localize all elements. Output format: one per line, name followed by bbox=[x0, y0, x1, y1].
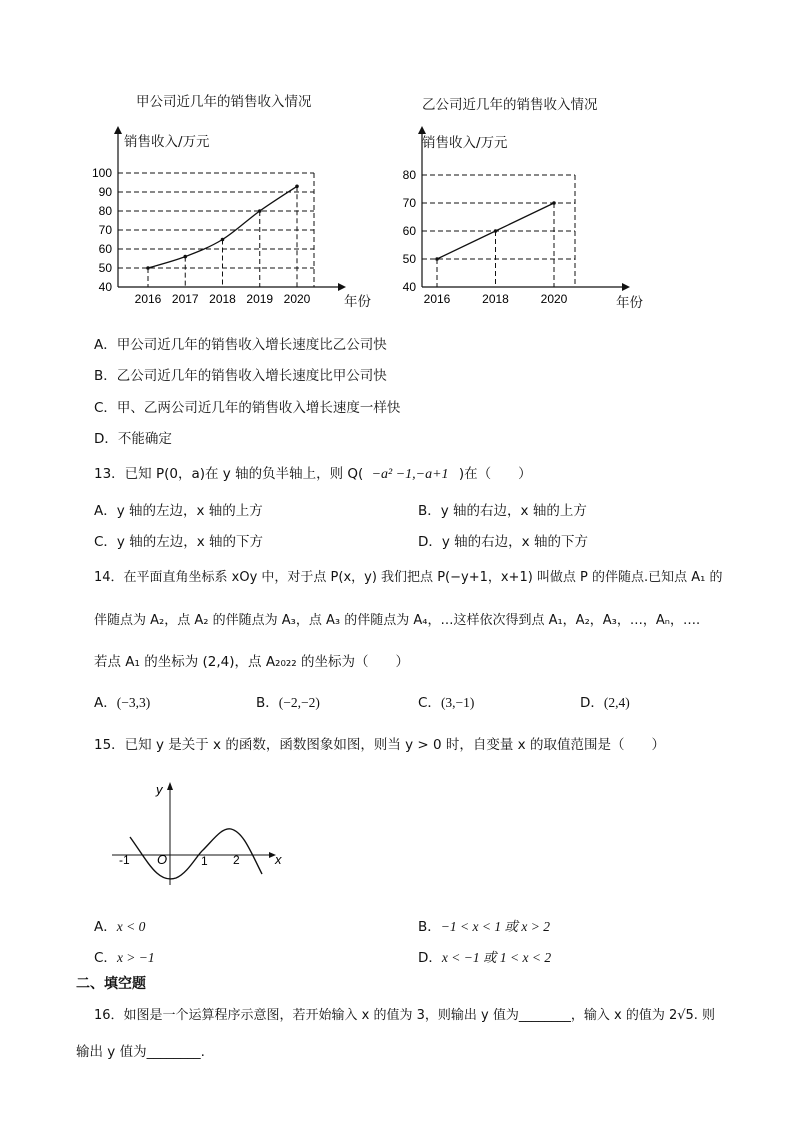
q14-line-2: 伴随点为 A₂，点 A₂ 的伴随点为 A₃，点 A₃ 的伴随点为 A₄，…这样依次得到点 A₁，A₂，A₃，…，Aₙ，…. bbox=[94, 613, 701, 628]
q15-option-c-label: C． bbox=[94, 950, 117, 966]
chart-b-x-arrow bbox=[622, 283, 630, 291]
q14-line-3: 若点 A₁ 的坐标为 (2,4)，点 A₂₀₂₂ 的坐标为（ ） bbox=[94, 654, 409, 670]
q15-function-graph bbox=[100, 780, 300, 890]
chart-b-ytick-label: 70 bbox=[402, 196, 416, 210]
chart-b-ytick-label: 60 bbox=[402, 224, 416, 238]
q15-label-x: x bbox=[275, 852, 282, 867]
chart-b-xtick-label: 2016 bbox=[423, 292, 451, 306]
q16-line-2: 输出 y 值为________. bbox=[76, 1044, 205, 1060]
q15-option-b-value: −1 < x < 1 或 x > 2 bbox=[440, 919, 550, 934]
q15-option-d[interactable] bbox=[418, 946, 551, 966]
q15-stem: 15．已知 y 是关于 x 的函数，函数图象如图，则当 y > 0 时，自变量 x 的取值范围是（ ） bbox=[94, 737, 665, 753]
q15-option-b-label: B． bbox=[418, 919, 441, 935]
chart-a-ytick-label: 50 bbox=[98, 261, 112, 275]
q14-option-c[interactable] bbox=[418, 691, 474, 711]
chart-b-point bbox=[552, 201, 556, 205]
q15-label-neg1: -1 bbox=[119, 853, 130, 867]
q16-line-1: 16．如图是一个运算程序示意图，若开始输入 x 的值为 3，则输出 y 值为________，输入 x 的值为 2√5. 则 bbox=[94, 1008, 716, 1023]
q13-stem-a: 13．已知 P(0，a)在 y 轴的负半轴上，则 Q( bbox=[94, 466, 364, 482]
q14-option-b-value: (−2,−2) bbox=[278, 695, 320, 710]
chart-a-title: 甲公司近几年的销售收入情况 bbox=[136, 94, 312, 110]
q14-option-d-label: D． bbox=[580, 695, 604, 711]
q15-option-c[interactable] bbox=[94, 946, 155, 966]
chart-b-ytick-label: 80 bbox=[402, 168, 416, 182]
q12-option-d[interactable]: D．不能确定 bbox=[94, 431, 172, 447]
q15-option-d-label: D． bbox=[418, 950, 442, 966]
q15-option-b[interactable] bbox=[418, 915, 550, 935]
chart-a-xtick-label: 2018 bbox=[209, 292, 236, 306]
q12-option-c[interactable]: C．甲、乙两公司近几年的销售收入增长速度一样快 bbox=[94, 400, 401, 416]
chart-b-point bbox=[494, 229, 498, 233]
chart-a-point bbox=[295, 185, 299, 189]
chart-a-xtick-label: 2017 bbox=[171, 292, 199, 306]
chart-b-point bbox=[435, 257, 439, 261]
q15-label-2: 2 bbox=[233, 853, 240, 867]
chart-b-title: 乙公司近几年的销售收入情况 bbox=[422, 97, 598, 113]
chart-b-xtick-label: 2020 bbox=[540, 292, 568, 306]
chart-a-x-arrow bbox=[338, 283, 346, 291]
q14-option-c-label: C． bbox=[418, 695, 441, 711]
q15-option-a[interactable] bbox=[94, 915, 145, 935]
chart-a-ytick-label: 100 bbox=[91, 166, 112, 180]
q15-option-a-value: x < 0 bbox=[116, 919, 146, 934]
chart-a-xtick-label: 2016 bbox=[134, 292, 162, 306]
q14-line-1: 14．在平面直角坐标系 xOy 中，对于点 P(x，y) 我们把点 P(−y+1，x+1) 叫做点 P 的伴随点.已知点 A₁ 的 bbox=[94, 570, 723, 585]
q12-option-a[interactable]: A．甲公司近几年的销售收入增长速度比乙公司快 bbox=[94, 337, 387, 353]
q15-label-y: y bbox=[156, 782, 163, 797]
q14-option-c-value: (3,−1) bbox=[440, 695, 475, 710]
q13-option-a[interactable]: A．y 轴的左边，x 轴的上方 bbox=[94, 503, 263, 519]
chart-a-ytick-label: 60 bbox=[98, 242, 112, 256]
chart-a bbox=[88, 88, 371, 323]
q12-option-b[interactable]: B．乙公司近几年的销售收入增长速度比甲公司快 bbox=[94, 368, 387, 384]
chart-b-ylabel: 销售收入/万元 bbox=[422, 135, 508, 151]
chart-a-point bbox=[146, 266, 150, 270]
q14-option-a-label: A． bbox=[94, 695, 117, 711]
chart-a-ytick-label: 70 bbox=[98, 223, 112, 237]
chart-a-xtick-label: 2019 bbox=[246, 292, 274, 306]
chart-b-ytick-label: 40 bbox=[402, 280, 416, 294]
q15-curve bbox=[130, 829, 262, 879]
chart-a-xtick-label: 2020 bbox=[283, 292, 311, 306]
q14-option-b[interactable] bbox=[256, 691, 320, 711]
chart-a-ytick-label: 80 bbox=[98, 204, 112, 218]
q15-option-a-label: A． bbox=[94, 919, 117, 935]
chart-a-point bbox=[258, 209, 262, 213]
q15-option-c-value: x > −1 bbox=[116, 950, 155, 965]
q15-label-1: 1 bbox=[201, 854, 208, 868]
q14-option-a[interactable] bbox=[94, 691, 150, 711]
chart-a-plot bbox=[88, 88, 358, 323]
chart-a-xlabel: 年份 bbox=[344, 294, 371, 310]
chart-b-plot bbox=[392, 88, 652, 323]
chart-b bbox=[392, 88, 652, 323]
section-title: 二、填空题 bbox=[76, 976, 146, 992]
q13-option-d[interactable]: D．y 轴的右边，x 轴的下方 bbox=[418, 534, 588, 550]
chart-b-xtick-label: 2018 bbox=[482, 292, 509, 306]
q14-option-d[interactable] bbox=[580, 691, 630, 711]
chart-b-y-arrow bbox=[418, 126, 426, 134]
chart-a-ylabel: 销售收入/万元 bbox=[124, 134, 210, 150]
q13-stem bbox=[94, 462, 532, 483]
chart-a-point bbox=[221, 238, 225, 242]
q15-label-origin: O bbox=[157, 852, 168, 867]
q13-stem-b: )在（ ） bbox=[458, 466, 532, 482]
chart-a-ytick-label: 90 bbox=[98, 185, 112, 199]
chart-a-y-arrow bbox=[114, 126, 122, 134]
q14-option-d-value: (2,4) bbox=[603, 695, 630, 710]
q14-option-b-label: B． bbox=[256, 695, 279, 711]
q15-option-d-value: x < −1 或 1 < x < 2 bbox=[441, 950, 552, 965]
q13-expression: −a² −1,−a+1 bbox=[371, 467, 449, 482]
q15-y-arrow bbox=[167, 782, 173, 790]
chart-a-ytick-label: 40 bbox=[98, 280, 112, 294]
chart-b-xlabel: 年份 bbox=[616, 295, 643, 311]
q14-option-a-value: (−3,3) bbox=[116, 695, 151, 710]
chart-a-point bbox=[183, 255, 187, 259]
chart-b-ytick-label: 50 bbox=[402, 252, 416, 266]
q13-option-c[interactable]: C．y 轴的左边，x 轴的下方 bbox=[94, 534, 263, 550]
q13-option-b[interactable]: B．y 轴的右边，x 轴的上方 bbox=[418, 503, 587, 519]
